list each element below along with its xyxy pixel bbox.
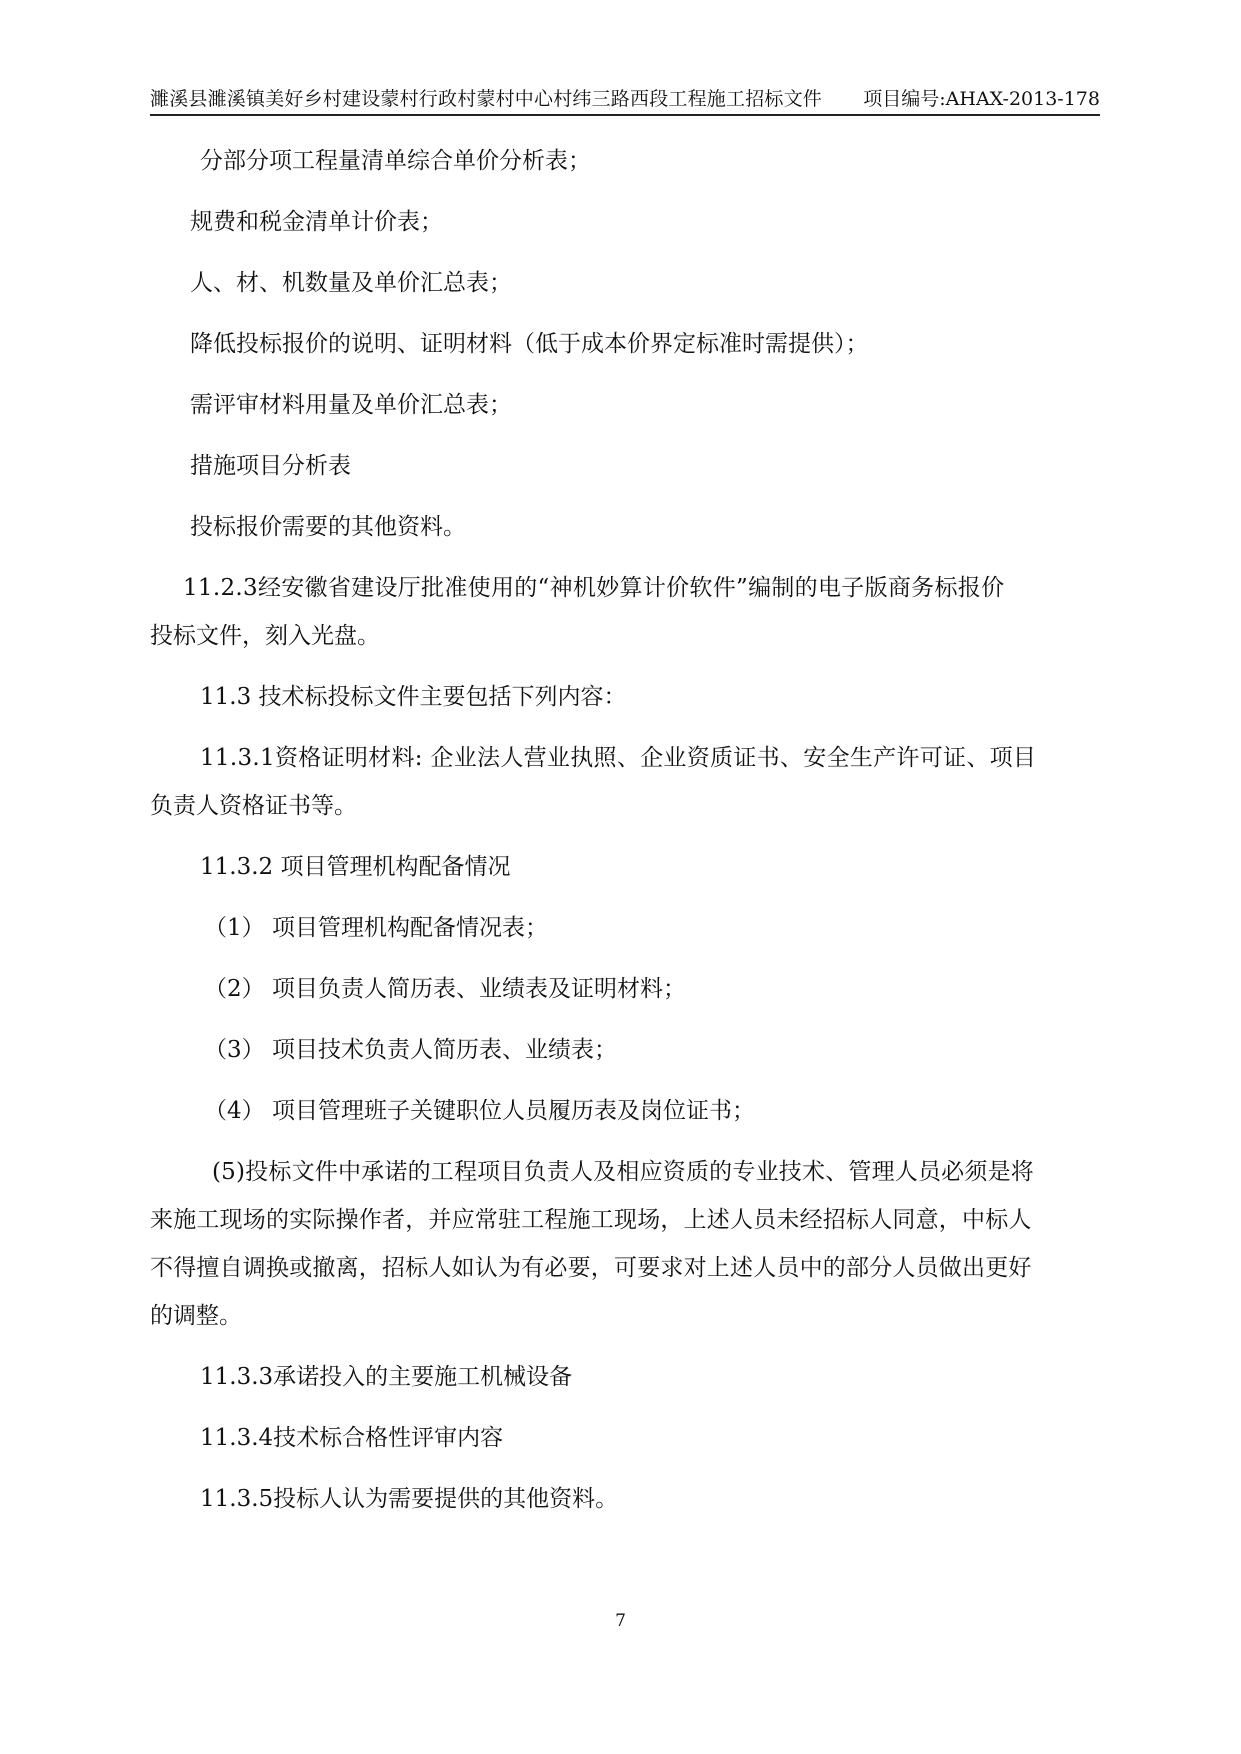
body-line: 负责人资格证书等。 [150, 793, 357, 819]
body-line: 11.3.1资格证明材料: 企业法人营业执照、企业资质证书、安全生产许可证、项目 [200, 745, 1037, 771]
body-line: 11.3.4技术标合格性评审内容 [200, 1425, 504, 1451]
body-line: 11.2.3经安徽省建设厅批准使用的“神机妙算计价软件”编制的电子版商务标报价 [183, 575, 1005, 601]
body-line: 11.3.2 项目管理机构配备情况 [200, 854, 511, 880]
body-line: 的调整。 [150, 1303, 242, 1329]
header-title: 濉溪县濉溪镇美好乡村建设蒙村行政村蒙村中心村纬三路西段工程施工招标文件 [150, 88, 823, 110]
body-line: 规费和税金清单计价表； [190, 209, 443, 235]
body-line: （3） 项目技术负责人简历表、业绩表； [204, 1037, 617, 1063]
body-line: 投标文件，刻入光盘。 [150, 623, 380, 649]
body-line: 11.3.5投标人认为需要提供的其他资料。 [200, 1486, 619, 1512]
body-line: （1） 项目管理机构配备情况表； [204, 915, 548, 941]
body-line: 分部分项工程量清单综合单价分析表； [200, 148, 591, 174]
header-project-id: 项目编号:AHAX-2013-178 [863, 88, 1100, 110]
body-line: 11.3.3承诺投入的主要施工机械设备 [200, 1364, 573, 1390]
page-header [150, 84, 1100, 116]
body-line: 需评审材料用量及单价汇总表； [190, 392, 512, 418]
page-number: 7 [615, 1611, 626, 1631]
body-line: (5)投标文件中承诺的工程项目负责人及相应资质的专业技术、管理人员必须是将 [212, 1159, 1034, 1185]
body-line: 不得擅自调换或撤离，招标人如认为有必要，可要求对上述人员中的部分人员做出更好 [150, 1255, 1032, 1281]
body-line: 11.3 技术标投标文件主要包括下列内容： [200, 684, 627, 710]
body-line: 措施项目分析表 [190, 453, 351, 479]
body-line: 人、材、机数量及单价汇总表； [190, 270, 512, 296]
body-line: 投标报价需要的其他资料。 [190, 514, 466, 540]
body-line: （4） 项目管理班子关键职位人员履历表及岗位证书； [204, 1098, 755, 1124]
body-line: （2） 项目负责人简历表、业绩表及证明材料； [204, 976, 686, 1002]
body-line: 来施工现场的实际操作者，并应常驻工程施工现场，上述人员未经招标人同意，中标人 [150, 1207, 1032, 1233]
body-line: 降低投标报价的说明、证明材料（低于成本价界定标准时需提供）； [190, 331, 869, 357]
